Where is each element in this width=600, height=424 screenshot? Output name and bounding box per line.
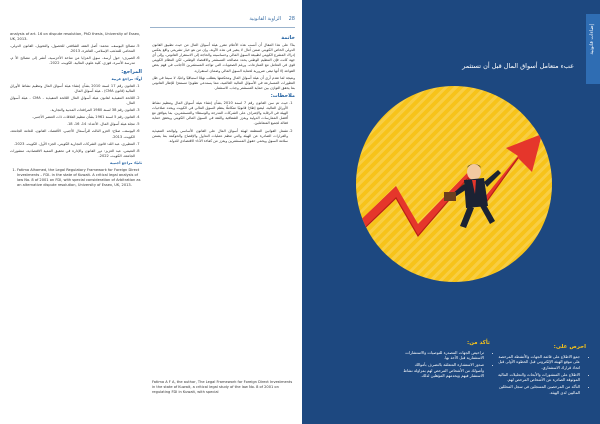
advice-box-check (496, 345, 586, 397)
section-tab-label: إضاءات قانونية (589, 24, 595, 55)
illustration (356, 86, 552, 282)
advice-item: • جمع الاطلاع على قائمة الجهات والأنشطة المرخصة على موقع الهيئة الإلكتروني قبل الخطوة الأولى قبل اتخاذ قرارك الاستثماري. (496, 354, 580, 371)
arrow-chart-graphic (356, 86, 552, 282)
advice-item: • التأكد من المرخصين المسجلين في سجل المحللين الماليين لدى الهيئة. (496, 384, 580, 395)
arabic-references-subheading: أولًا: مراجع عربية (111, 76, 142, 81)
conclusion-heading: خاتمة (281, 35, 295, 41)
reference-item: 6. الصيرف: حول أرسة، سوق المزايا من مناخة الأخزسية، أنشر إلى مصالح الأ م، مدرسة الأسرة، فوزي، كلية علوم، المالية، الكويت، 2022. (10, 56, 135, 66)
reference-item: 4. القانون رقم 5 لسنة 1961 بشأن تنظيم العلاقات ذات العنصر الأجنبي. (10, 115, 135, 120)
conclusion-column (152, 33, 295, 146)
right-page (302, 0, 600, 424)
reference-item: 1. Fatima Alhamed, the Legal Regulatory Framework for Foreign Direct Investments – FDI- in the state of Kuwait. A critical legal analysis of law No. 8 of 2001 on FDI, with special consideration of Arbitration as an alternative dispute resolution, University of Essex, UK, 2013. (17, 168, 142, 188)
references-heading: المراجع: (121, 68, 142, 75)
reference-continuation: analysis of art. 16 on dispute resolution, PhD thesis, University of Essex, UK, 2013. (10, 32, 141, 42)
advice-item: • الاطلاع على المنشورات والأبحاث والتحليلات المالية الموثوقة الصادرة عن الأشخاص المرخص لهم. (496, 372, 580, 383)
reference-item: 1. القانون رقم 17 لسنة 2010 بشأن إنشاء هيئة أسواق المال وتنظيم نشاط الأوراق المالية (قانون CMA) - هيئة أسواق المال. (10, 84, 135, 94)
page-header (205, 16, 295, 26)
reference-item: 2. اللائحة التنفيذية لقانون هيئة أسواق المال اللائحة التنفيذية - CMA - هيئة أسواق المال. (10, 96, 135, 106)
page-number: 28 (288, 16, 295, 22)
advice-item: • تراخيص الجهات المصدرة للتوصيات والاستشارات الاستثمارية قبل الأخذ بها. (402, 350, 484, 361)
header-title: الزاوية القانونية (249, 16, 281, 22)
article-title: عبء متعامل أسواق المال قبل أن تستثمر (462, 62, 574, 70)
notes-heading: ملاحظات: (270, 92, 295, 99)
reference-item: 5. مصالح اليوسف، محمد: أصل الفقه الشافعي للحصول، والتحويل، القانون الدولي، المحامي للمذهب الإسلامي، القاهرة، 2013. (10, 44, 135, 54)
conclusion-paragraph: بناءً على هذا المقال أن أنسب هذه الأعلام مقرر هيئة أسواق المال من حيث تطبيق القانون الدولي الخاص الكويتي ضمن آمال لا يتغير في هذه الآونة، وإن من هو خيار تشريعي واقع يعكس إدراك المشرع الكويتي لطبيعة السوق المالي وحساسيته والحاجة إلى الاستقرار القانوني، وإلى أي جهة كانت فإن التنظيم الوطني يحدد مصالحه المستثمر والاقتصاد الوطني، لكن النظام الكويتي قوي في التعامل مع المنازعات، ورغم الصعوبات التي تواجه المستثمرين الأجانب في فهم بعض القواعد إلا أنها تبقى ضرورية لحماية السوق المالي وضمان استقراره. (152, 43, 295, 73)
reference-item: 7. المطيري، عبد الله: قانون الشركات التجارية الكويتي، الجزء الأول، الكويت، 2023. (10, 142, 135, 147)
foreign-references-subheading: ثانيًا: مراجع أجنبية (110, 160, 142, 165)
note-item: 1. حيث تم سن القانون رقم 7 لسنة 2010 بشأن إنشاء هيئة أسواق المال وتنظيم نشاط الأوراق المالية، ليضع إطارًا قانونيًا متكاملًا ينظم السوق المالي في الكويت ويحدد صلاحيات الهيئة في الرقابة والإشراف على الشركات المدرجة والوسطاء والمستثمرين، بما يتوافق مع أفضل الممارسات الدولية ويعزز الشفافية والثقة في السوق المالي الكويتي ويحقق حماية فعالة لجميع المتعاملين. (152, 101, 288, 126)
advice-heading: تأكد من: (467, 340, 490, 346)
reference-item: 3. القانون رقم 38 لسنة 1980 المرافعات المدنية والتجارية. (10, 108, 135, 113)
conclusion-paragraph: ونتيجة لما تقدم أرى أن هيئة أسواق المال ومحكمتها يتطلب نهجًا استباقيًا واعيًا، لا سيما في ظل التطورات المتسارعة في الأسواق المالية العالمية، مما يستدعي تطويرًا مستمرًا للإطار القانوني بما يحقق التوازن بين حماية المستثمر وجذب الاستثمار. (152, 75, 295, 90)
reference-item: 5. مجلة هيئة أسواق المال، الأعداد: 14، 16، 18. (10, 122, 135, 127)
english-reference-block: Fatima A F A, the author, The Legal Framework for Foreign Direct Investments in the state of Kuwait, a critical legal study of the law No. 8 of 2001 on regulating FDI in Kuwait, with special (152, 380, 293, 395)
red-arrow (356, 134, 542, 246)
references-column (10, 32, 142, 190)
advice-heading: احرص على: (553, 344, 586, 350)
section-tab (586, 14, 600, 84)
note-item: 2. تشمل القوانين المنظمة لهيئة أسواق المال على القانون الأساسي ولوائحه التنفيذية والقرارات الصادرة عن الهيئة والتي تنظم عمليات التداول والإفصاح والحوكمة بما يضمن سلامة السوق ويحمي حقوق المستثمرين ويعزز من كفاءة الأداء الاقتصادي للدولة. (152, 129, 288, 144)
header-divider (150, 27, 295, 28)
advice-item: • صدور الاستشارة المتعلقة بالتصرف بأموالك وأصولك من الأشخاص المرخص لهم بمزاولة نشاط الاستشار فيهم ويخدمهم المؤهلين لذلك. (402, 362, 484, 379)
reference-item: 6. اليوسف، صلاح: الغزو الثالث للرأسمال الأجنبي، الأقتصاد، القانون، للعامة الجامعة، الكويت، 2013. (10, 129, 135, 139)
advice-box-verify (402, 341, 490, 380)
reference-item: 8. النعيمي، عبد العزيز: دور القانون والإدارة في تحقيق التنمية الاقتصادية، منشورات الجامعة، الكويت، 2022. (10, 149, 135, 159)
businessman-figure (444, 164, 501, 228)
